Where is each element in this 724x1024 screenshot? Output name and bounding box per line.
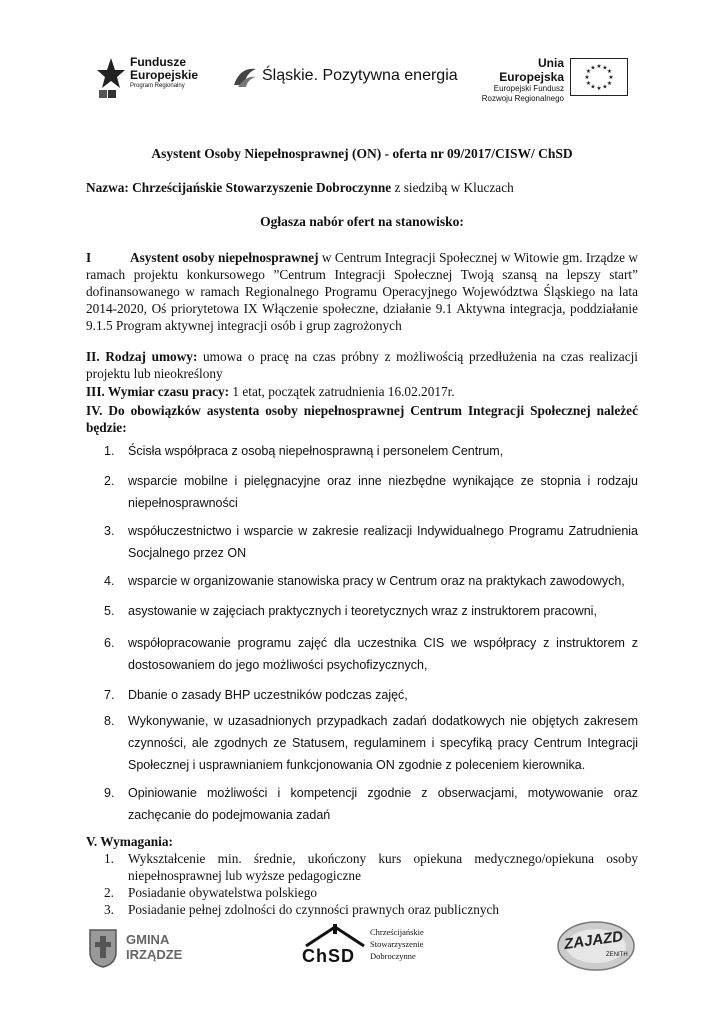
svg-text:★: ★ xyxy=(590,83,596,91)
list-item xyxy=(104,440,638,462)
zajazd-sub: ZENITH xyxy=(606,952,628,958)
eu-line1: Unia Europejska xyxy=(499,56,564,84)
requirement-text: Posiadanie obywatelstwa polskiego xyxy=(128,885,318,900)
svg-text:★: ★ xyxy=(596,63,602,70)
section-5-heading: V. Wymagania: xyxy=(86,834,173,849)
eu-line3: Rozwoju Regionalnego xyxy=(481,94,564,103)
list-item xyxy=(104,850,638,884)
list-item xyxy=(104,710,638,776)
section-1-position: Asystent osoby niepełnosprawnej xyxy=(130,250,319,265)
duty-text: współuczestnictwo i wsparcie w zakresie realizacji Indywidualnego Programu Zatrudnienia Socjalnego przez ON xyxy=(128,524,638,560)
list-item xyxy=(104,901,638,918)
svg-text:★: ★ xyxy=(608,74,614,81)
svg-text:★: ★ xyxy=(585,68,592,75)
section-1-number: I xyxy=(86,250,92,265)
requirement-number: 3. xyxy=(104,902,114,917)
announcement-heading: Ogłasza nabór ofert na stanowisko: xyxy=(260,214,464,229)
section-2-text: umowa o pracę na czas próbny z możliwością przedłużenia na czas realizacji projektu lub nieokreślony xyxy=(86,349,638,381)
nazwa-label: Nazwa: Chrześcijańskie Stowarzyszenie Dobroczynne xyxy=(86,180,392,195)
star-icon xyxy=(96,56,126,100)
duty-text: współopracowanie programu zajęć dla uczestnika CIS we współpracy z instruktorem z dostosowaniem do jego możliwości psychofizycznych, xyxy=(128,636,638,672)
requirement-text: Posiadanie pełnej zdolności do czynności prawnych oraz publicznych xyxy=(128,902,500,917)
svg-text:★: ★ xyxy=(606,80,613,87)
duty-number: 2. xyxy=(104,474,115,488)
requirement-text: Wykształcenie min. średnie, ukończony kurs opiekuna medycznego/opiekuna osoby niepełnosprawnej lub wyższe pedagogiczne xyxy=(128,851,638,883)
slaskie-logo xyxy=(232,64,458,90)
list-item xyxy=(104,632,638,676)
list-item xyxy=(104,470,638,514)
section-1-text: w Centrum Integracji Społecznej w Witowie gm. Irządze w ramach projektu konkursowego ”Centrum Integracji Społecznej Twoją szansą na lepszy start” dofinansowanego w ramach Regionalnego Programu Operacyjnego Województwa Śląskiego na lata 2014-2020, Oś priorytetowa IX Włączenie społeczne, działanie 9.1 Aktywna integracja, poddziałanie 9.1.5 Program aktywnej integracji osób i grup zagrożonych xyxy=(86,250,639,333)
svg-text:★: ★ xyxy=(602,64,608,72)
section-3-text: 1 etat, początek zatrudnienia 16.02.2017r. xyxy=(229,384,455,399)
organization-name xyxy=(86,179,638,196)
duty-number: 1. xyxy=(104,444,115,458)
duty-number: 8. xyxy=(104,714,115,728)
list-item xyxy=(104,520,638,564)
section-4-heading: IV. Do obowiązków asystenta osoby niepełnosprawnej Centrum Integracji Społecznej należeć będzie: xyxy=(86,403,638,435)
chsd-logo xyxy=(302,924,452,970)
section-2 xyxy=(86,348,638,382)
eu-flag-icon xyxy=(570,58,628,96)
coat-of-arms-icon xyxy=(88,928,118,968)
svg-text:★: ★ xyxy=(602,83,608,91)
duty-number: 4. xyxy=(104,574,115,588)
gmina-line2: IRZĄDZE xyxy=(126,947,183,962)
list-item xyxy=(104,684,638,706)
list-item xyxy=(104,600,638,622)
chsd-line3: Dobroczynne xyxy=(370,951,416,961)
duty-number: 7. xyxy=(104,688,115,702)
duty-number: 9. xyxy=(104,786,115,800)
fe-line3: Program Regionalny xyxy=(130,83,185,89)
duty-text: Dbanie o zasady BHP uczestników podczas zajęć, xyxy=(128,688,408,702)
svg-text:★: ★ xyxy=(585,80,592,87)
duty-number: 6. xyxy=(104,636,115,650)
document-title: Asystent Osoby Niepełnosprawnej (ON) - oferta nr 09/2017/CISW/ ChSD xyxy=(151,146,573,161)
gmina-line1: GMINA xyxy=(126,932,170,947)
list-item xyxy=(104,782,638,826)
slaskie-text: Śląskie. Pozytywna energia xyxy=(262,67,458,84)
slaskie-emblem-icon xyxy=(232,65,258,89)
svg-text:★: ★ xyxy=(590,64,596,72)
section-2-label: II. Rodzaj umowy: xyxy=(86,349,198,364)
svg-text:★: ★ xyxy=(584,74,590,81)
church-roof-icon xyxy=(302,924,368,948)
svg-text:★: ★ xyxy=(596,85,602,92)
duty-text: Wykonywanie, w uzasadnionych przypadkach zadań dodatkowych nie objętych zakresem czynności, ale zgodnych ze Statusem, regulaminem i specyfiką pracy Centrum Integracji Społecznej i usprawnianiem funkcjonowania ON zgodnie z poleceniem kierownika. xyxy=(128,714,638,772)
duty-text: asystowanie w zajęciach praktycznych i teoretycznych wraz z instruktorem pracowni, xyxy=(128,604,597,618)
list-item xyxy=(104,570,638,592)
section-3-label: III. Wymiar czasu pracy: xyxy=(86,384,230,399)
duty-number: 3. xyxy=(104,524,115,538)
gmina-irzadze-logo xyxy=(88,926,198,970)
duty-text: Opiniowanie możliwości i kompetencji zgodnie z obserwacjami, motywowanie oraz zachęcanie do podejmowania zadań xyxy=(128,786,638,822)
nazwa-rest: z siedzibą w Kluczach xyxy=(391,180,514,195)
chsd-line2: Stowarzyszenie xyxy=(370,939,424,949)
duty-text: Ścisła współpraca z osobą niepełnosprawną i personelem Centrum, xyxy=(128,444,504,458)
section-1 xyxy=(86,249,638,334)
fe-line2: Europejskie xyxy=(130,68,199,82)
requirement-number: 2. xyxy=(104,885,114,900)
fe-line1: Fundusze xyxy=(130,55,186,69)
duty-text: wsparcie w organizowanie stanowiska pracy w Centrum oraz na praktykach zawodowych, xyxy=(128,574,625,588)
fundusze-europejskie-logo xyxy=(96,56,206,102)
eu-line2: Europejski Fundusz xyxy=(493,84,564,93)
eu-logo xyxy=(470,56,630,103)
zajazd-logo xyxy=(556,920,636,972)
duty-text: wsparcie mobilne i pielęgnacyjne oraz inne niezbędne wynikające ze stopnia i rodzaju niepełnosprawności xyxy=(128,474,638,510)
requirements-list xyxy=(104,850,638,918)
zajazd-text: ZAJAZD xyxy=(563,927,625,954)
chsd-line1: Chrześcijańskie xyxy=(370,927,424,937)
svg-text:★: ★ xyxy=(606,68,613,75)
requirement-number: 1. xyxy=(104,851,114,866)
list-item xyxy=(104,884,638,901)
chsd-abbr: ChSD xyxy=(302,946,355,966)
section-3 xyxy=(86,383,638,400)
duty-number: 5. xyxy=(104,604,115,618)
